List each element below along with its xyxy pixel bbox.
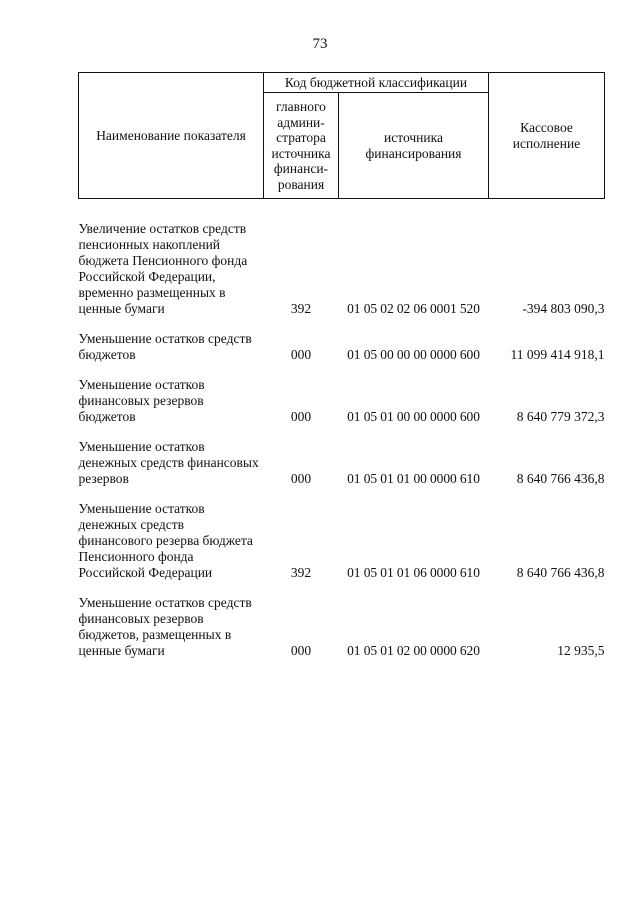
row-name: Увеличение остатков средств пенсионных накоплений бюджета Пенсионного фонда Российской Федерации, временно размещенных в ценные бумаги	[78, 221, 248, 316]
header-code-group: Код бюджетной классификации	[264, 73, 489, 93]
row-execution: 8 640 766 436,8	[516, 565, 605, 580]
row-source-code: 01 05 01 02 00 0000 620	[347, 643, 480, 658]
row-source-code: 01 05 02 02 06 0001 520	[347, 301, 480, 316]
row-admin-code: 392	[290, 565, 312, 580]
table-body	[79, 199, 605, 660]
header-name: Наименование показателя	[79, 73, 264, 199]
row-execution: 12 935,5	[557, 643, 605, 658]
row-name: Уменьшение остатков финансовых резервов бюджетов	[78, 377, 205, 424]
row-execution: 8 640 766 436,8	[516, 471, 605, 486]
page-number: 73	[312, 36, 328, 52]
row-source-code: 01 05 01 01 00 0000 610	[347, 471, 480, 486]
row-execution: 11 099 414 918,1	[510, 347, 605, 362]
row-admin-code: 000	[290, 471, 312, 486]
row-name: Уменьшение остатков денежных средств финансового резерва бюджета Пенсионного фонда Российской Федерации	[78, 501, 253, 580]
budget-table	[78, 72, 605, 659]
header-admin: главного админи-стратора источника финанси-рования	[264, 93, 339, 199]
row-source-code: 01 05 01 01 06 0000 610	[347, 565, 480, 580]
row-admin-code: 000	[290, 643, 312, 658]
table-header	[79, 73, 605, 199]
header-source: источника финансирования	[339, 93, 489, 199]
header-execution: Кассовое исполнение	[489, 73, 605, 199]
row-source-code: 01 05 00 00 00 0000 600	[347, 347, 480, 362]
row-name: Уменьшение остатков средств финансовых резервов бюджетов, размещенных в ценные бумаги	[78, 595, 252, 658]
row-admin-code: 392	[290, 301, 312, 316]
row-execution: -394 803 090,3	[522, 301, 605, 316]
row-admin-code: 000	[290, 409, 312, 424]
table-row	[79, 501, 605, 581]
table-row	[79, 377, 605, 425]
table-row	[79, 331, 605, 363]
table-row	[79, 439, 605, 487]
row-source-code: 01 05 01 00 00 0000 600	[347, 409, 480, 424]
row-name: Уменьшение остатков средств бюджетов	[78, 331, 252, 362]
table-row	[79, 595, 605, 659]
table-row	[79, 221, 605, 317]
row-execution: 8 640 779 372,3	[516, 409, 605, 424]
row-name: Уменьшение остатков денежных средств финансовых резервов	[78, 439, 259, 486]
row-admin-code: 000	[290, 347, 312, 362]
